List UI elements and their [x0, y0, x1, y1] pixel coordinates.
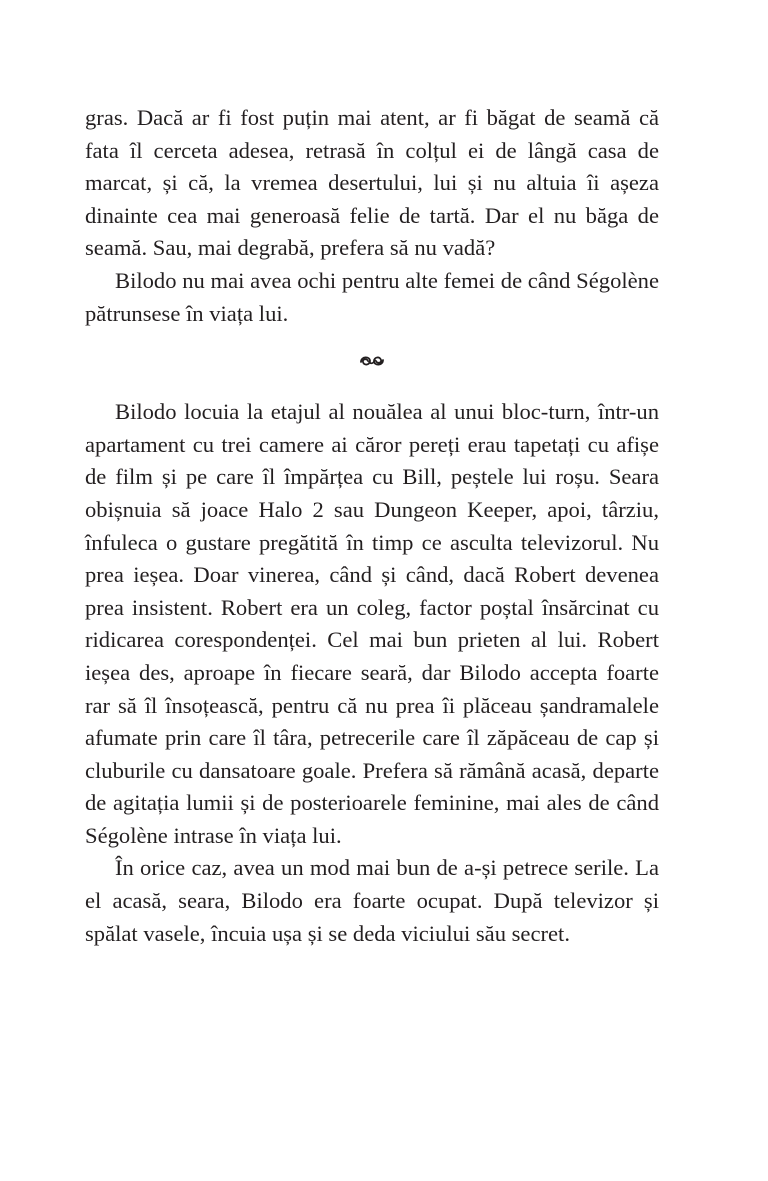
- paragraph-continued: gras. Dacă ar fi fost puțin mai atent, ar fi băgat de seamă că fata îl cerceta adesea, retrasă în colțul ei de lângă casa de marcat, și că, la vremea desertului, lui și nu altuia îi așeza dinainte cea mai generoasă felie de tartă. Dar el nu băga de seamă. Sau, mai degrabă, prefera să nu vadă?: [85, 105, 659, 261]
- paragraph: În orice caz, avea un mod mai bun de a-și petrece serile. La el acasă, seara, Bilodo era foarte ocupat. După televizor și spălat vasele, încuia ușa și se deda viciului său secret.: [85, 855, 659, 946]
- section-break: [85, 340, 659, 382]
- paragraph: Bilodo nu mai avea ochi pentru alte femei de când Ségolène pătrunsese în viața lui.: [85, 267, 659, 326]
- book-page: [85, 102, 659, 950]
- paragraph: Bilodo locuia la etajul al nouălea al unui bloc-turn, într-un apartament cu trei camere ai căror pereți erau tapetați cu afișe de film și pe care îl împărțea cu Bill, peștele lui roșu. Seara obișnuia să joace Halo 2 sau Dungeon Keeper, apoi, târziu, înfuleca o gustare pregătită în timp ce asculta televizorul. Nu prea ieșea. Doar vinerea, când și când, dacă Robert devenea prea insistent. Robert era un coleg, factor poștal însărcinat cu ridicarea corespondenței. Cel mai bun prieten al lui. Robert ieșea des, aproape în fiecare seară, dar Bilodo accepta foarte rar să îl însoțească, pentru că nu prea îi plăceau șandramalele afumate prin care îl târa, petrecerile care îl zăpăceau de cap și cluburile cu dansatoare goale. Prefera să rămână acasă, departe de agitația lumii și de posterioarele feminine, mai ales de când Ségolène intrase în viața lui.: [85, 399, 659, 848]
- section-break-ornament-icon: [358, 353, 386, 369]
